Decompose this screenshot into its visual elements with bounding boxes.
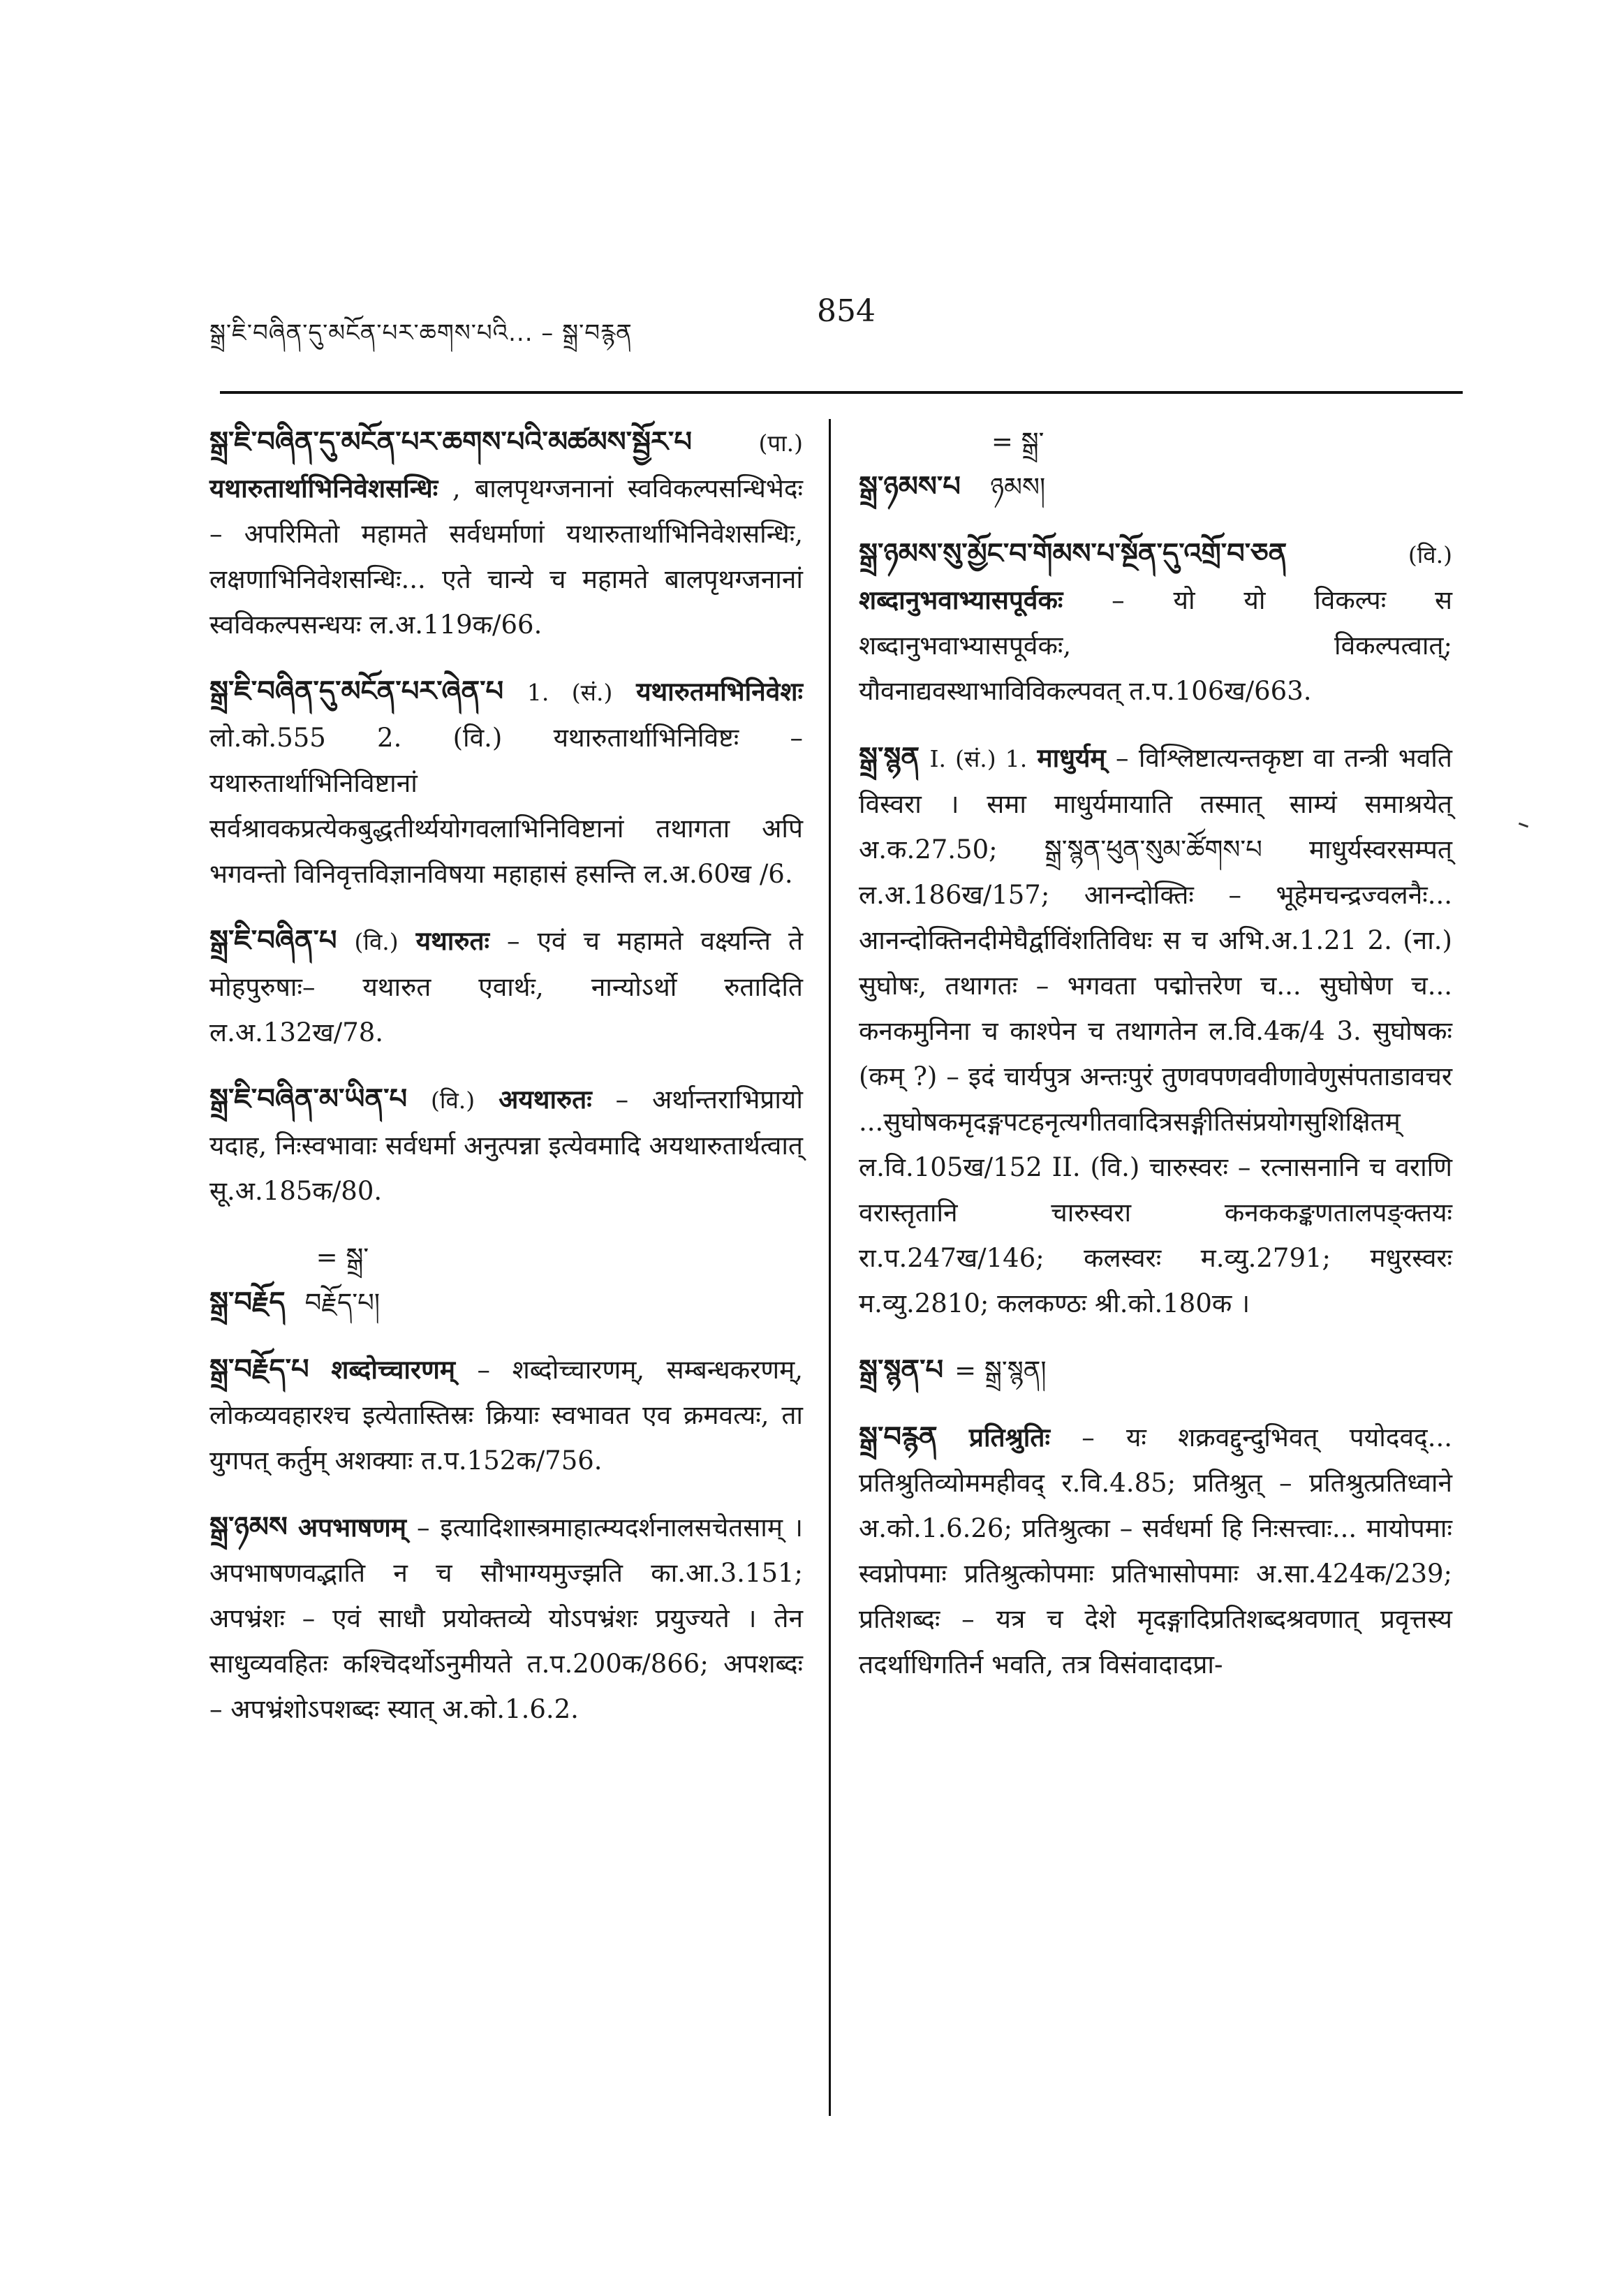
entry-body: – यो यो विकल्पः स शब्दानुभवाभ्यासपूर्वकः, विकल्पत्वात्; यौवनाद्यवस्थाभाविविकल्पवत् त.प.106ख/663. (859, 585, 1452, 706)
right-column (859, 419, 1452, 1708)
dictionary-entry (209, 668, 803, 897)
entry-cross-reference: = སྒྲ་སྙན། (954, 1355, 1047, 1385)
entry-body: – इत्यादिशास्त्रमाहात्म्यदर्शनालसचेतसाम् । अपभाषणवद्भाति न च सौभाग्यमुज्झति का.आ.3.151; अपभ्रंशः – एवं साधौ प्रयोक्तव्ये योऽपभ्रंशः प्रयुज्यते । तेन साधुव्यवहितः कश्चिदर्थोऽनुमीयते त.प.200क/866; अपशब्दः – अपभ्रंशोऽपशब्दः स्यात् अ.को.1.6.2. (209, 1513, 803, 1724)
entry-grammar: (वि.) (431, 1087, 475, 1114)
dictionary-entry (209, 1504, 803, 1732)
entry-headword: སྒྲ་ཉམས་སུ་མྱོང་བ་གོམས་པ་སྔོན་དུ་འགྲོ་བ་ཅན (859, 537, 1287, 570)
entry-headword: སྒྲ་སྙན (859, 741, 920, 774)
entry-headword: སྒྲ་བརྗོད་པ (209, 1353, 309, 1385)
left-column (209, 419, 803, 1753)
entry-grammar: 1. (सं.) (526, 679, 613, 706)
entry-grammar: (वि.) (354, 928, 399, 955)
entry-headword: སྒྲ་སྙན་པ (859, 1353, 944, 1386)
dictionary-entry (209, 918, 803, 1055)
entry-body: – अर्थान्तराभिप्रायो यदाह, निःस्वभावाः सर्वधर्मा अनुत्पन्ना इत्येवमादि अयथारुतार्थत्वात् सू.अ.185क/80. (209, 1084, 804, 1206)
entry-term: यथारुतार्थाभिनिवेशसन्धिः (209, 473, 438, 503)
entry-term: यथारुतः (415, 925, 490, 956)
entry-term: प्रतिश्रुतिः (968, 1422, 1050, 1453)
entry-cross-reference: = སྒྲ་བརྗོད་པ། (304, 1242, 381, 1318)
dictionary-entry (209, 419, 803, 647)
entry-term: अपभाषणम् (297, 1512, 406, 1543)
column-divider (829, 419, 831, 2116)
entry-body: – एवं च महामते वक्ष्यन्ति ते मोहपुरुषाः– यथारुत एवार्थः, नान्योऽर्थो रुतादिति ल.अ.132ख/78. (209, 926, 804, 1047)
running-headword: སྒྲ་ཇི་བཞིན་དུ་མངོན་པར་ཆགས་པའི... – སྒྲ་བརྙན (209, 319, 633, 347)
entry-cross-reference: = སྒྲ་ཉམས། (990, 427, 1046, 502)
dictionary-entry (859, 1347, 1452, 1393)
page-header (209, 293, 1415, 356)
margin-mark (1519, 823, 1528, 828)
entry-body: , बालपृथग्जनानां स्वविकल्पसन्धिभेदः – अपरिमितो महामते सर्वधर्माणां यथारुतार्थाभिनिवेशसन्धिः, लक्षणाभिनिवेशसन्धिः... एते चान्ये च महामते बालपृथग्जनानां स्वविकल्पसन्धयः ल.अ.119क/66. (209, 473, 804, 640)
entry-term: शब्दानुभवाभ्यासपूर्वकः (859, 584, 1063, 615)
entry-term: माधुर्यम् (1037, 742, 1106, 773)
entry-headword: སྒྲ་ཇི་བཞིན་དུ་མངོན་པར་ཆགས་པའི་མཚམས་སྦྱོར་པ (209, 425, 692, 458)
dictionary-entry (209, 1235, 803, 1325)
entry-body: लो.को.555 2. (वि.) यथारुतार्थाभिनिविष्टः – यथारुतार्थाभिनिविष्टानां सर्वश्रावकप्रत्येकबुद्धतीर्थ्ययोगवलाभिनिविष्टानां तथागता अपि भगवन्तो विनिवृत्तविज्ञानविषया महाहासं हसन्ति ल.अ.60ख /6. (209, 723, 803, 889)
dictionary-entry (859, 1414, 1452, 1687)
entry-body: – यः शक्रवद्दुन्दुभिवत् पयोदवद्... प्रतिश्रुतिव्योममहीवद् र.वि.4.85; प्रतिश्रुत् – प्रतिश्रुत्प्रतिध्वाने अ.को.1.6.26; प्रतिश्रुत्का – सर्वधर्मा हि निःसत्त्वाः... मायोपमाः स्वप्नोपमाः प्रतिश्रुत्कोपमाः प्रतिभासोपमाः अ.सा.424क/239; प्रतिशब्दः – यत्र च देशे मृदङ्गादिप्रतिशब्दश्रवणात् प्रवृत्तस्य तदर्थाधिगतिर्न भवति, तत्र विसंवादादप्रा- (859, 1422, 1452, 1679)
entry-term: यथारुतमभिनिवेशः (636, 676, 804, 707)
entry-grammar: I. (सं.) 1. (929, 745, 1028, 772)
entry-headword: སྒྲ་ཇི་བཞིན་པ (209, 924, 337, 957)
dictionary-entry (209, 1346, 803, 1483)
entry-grammar: (वि.) (1408, 541, 1452, 568)
page-number: 854 (817, 293, 876, 329)
header-rule (220, 391, 1463, 394)
dictionary-entry (859, 419, 1452, 510)
entry-headword: སྒྲ་ཉམས (209, 1510, 288, 1543)
entry-headword: སྒྲ་བརྗོད (209, 1286, 286, 1318)
entry-term: अयथारुतः (499, 1084, 592, 1115)
dictionary-entry (209, 1076, 803, 1214)
entry-grammar: (पा.) (758, 429, 803, 457)
entry-body: – विश्लिष्टात्यन्तकृष्टा वा तन्त्री भवति विस्वरा । समा माधुर्यमायाति तस्मात् साम्यं समाश्रयेत् अ.क.27.50; སྒྲ་སྙན་ཕུན་སུམ་ཚོགས་པ माधुर्यस्वरसम्पत् ल.अ.186ख/157; आनन्दोक्तिः – भूहेमचन्द्रज्वलनैः... आनन्दोक्तिनदीमेघैर्द्वाविंशतिविधः स च अभि.अ.1.21 2. (ना.) सुघोषः, तथागतः – भगवता पद्मोत्तरेण च... सुघोषेण च... कनकमुनिना च काश्पेन च तथागतेन ल.वि.4क/4 3. सुघोषकः (कम् ?) – इदं चार्यपुत्र अन्तःपुरं तुणवपणववीणावेणुसंपताडावचर ...सुघोषकमृदङ्गपटहनृत्यगीतवादित्रसङ्गीतिसंप्रयोगसुशिक्षितम् ल.वि.105ख/152 II. (वि.) चारुस्वरः – रत्नासनानि च वराणि वरास्तृतानि चारुस्वरा कनककङ्कणतालपङ्क्तयः रा.प.247ख/146; कलस्वरः म.व्यु.2791; मधुरस्वरः म.व्यु.2810; कलकण्ठः श्री.को.180क । (859, 743, 1452, 1318)
entry-headword: སྒྲ་བརྙན (859, 1420, 938, 1453)
dictionary-entry (859, 531, 1452, 714)
entry-headword: སྒྲ་ཉམས་པ (859, 470, 961, 503)
entry-headword: སྒྲ་ཇི་བཞིན་མ་ཡིན་པ (209, 1082, 408, 1115)
entry-headword: སྒྲ་ཇི་བཞིན་དུ་མངོན་པར་ཞེན་པ (209, 675, 504, 707)
entry-body: – शब्दोच्चारणम्, सम्बन्धकरणम्, लोकव्यवहारश्च इत्येतास्तिस्रः क्रियाः स्वभावत एव क्रमवत्यः, ता युगपत् कर्तुम् अशक्याः त.प.152क/756. (209, 1355, 803, 1476)
entry-term: शब्दोच्चारणम् (331, 1354, 455, 1385)
dictionary-entry (859, 735, 1452, 1326)
